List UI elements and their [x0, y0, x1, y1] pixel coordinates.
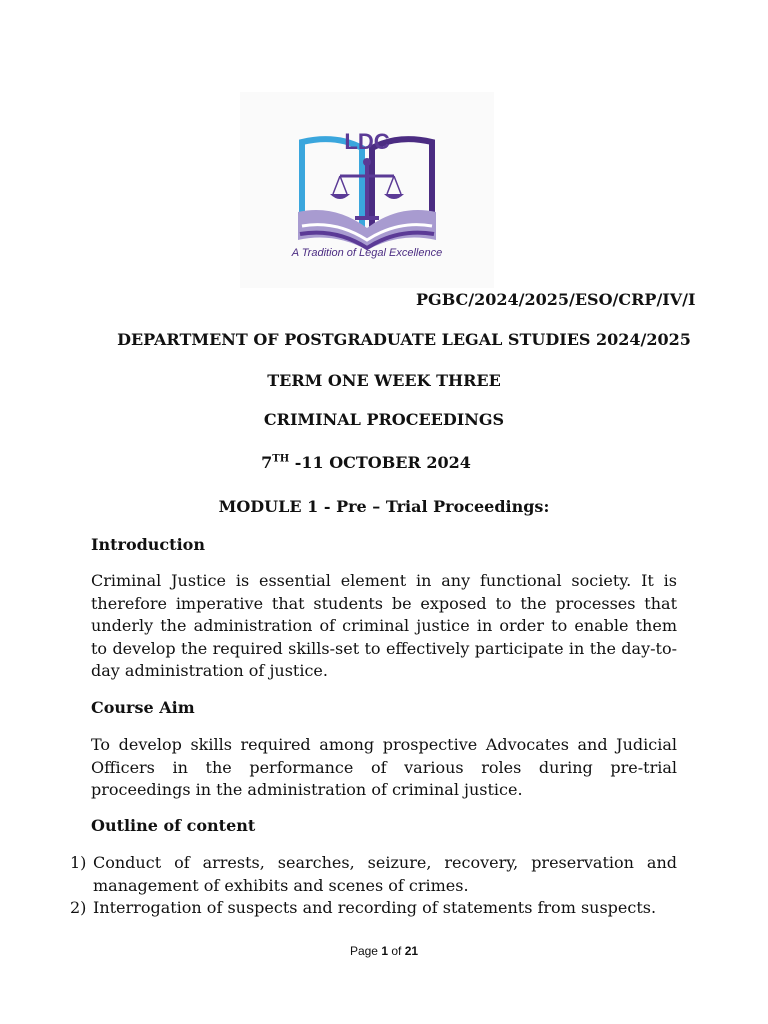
date-suffix: TH: [272, 453, 290, 465]
list-item-text: Conduct of arrests, searches, seizure, recovery, preservation and management of exhibits and scenes of crimes.: [93, 853, 677, 895]
list-item-text: Interrogation of suspects and recording of statements from suspects.: [93, 898, 657, 917]
term-title: TERM ONE WEEK THREE: [267, 371, 501, 390]
list-item: [70, 852, 677, 897]
date-day: 7: [261, 453, 273, 472]
page-of: of: [391, 944, 402, 958]
outline-heading: Outline of content: [91, 816, 256, 835]
logo-text: LDC: [344, 129, 390, 154]
document-reference: PGBC/2024/2025/ESO/CRP/IV/I: [416, 290, 696, 309]
list-item: [70, 897, 677, 920]
list-item-number: 2): [70, 898, 87, 917]
date-rest: -11 OCTOBER 2024: [289, 453, 471, 472]
module-title: MODULE 1 - Pre – Trial Proceedings:: [218, 497, 550, 516]
page-label: Page: [349, 944, 378, 958]
page-total: 21: [404, 944, 419, 958]
page-current: 1: [381, 944, 388, 958]
logo-tagline: A Tradition of Legal Excellence: [291, 247, 443, 259]
subject-title: CRIMINAL PROCEEDINGS: [263, 410, 505, 429]
ldc-logo: [240, 92, 494, 288]
introduction-heading: Introduction: [91, 535, 205, 554]
list-item-number: 1): [70, 853, 87, 872]
introduction-paragraph: Criminal Justice is essential element in any functional society. It is therefore imperative that students be exposed to the processes that underly the administration of criminal justice in order to enable them to develop the required skills-set to effectively participate in the day-to-day administration of justice.: [91, 571, 677, 680]
course-aim-heading: Course Aim: [91, 698, 195, 717]
department-title: DEPARTMENT OF POSTGRADUATE LEGAL STUDIES 2024/2025: [117, 330, 691, 349]
page-footer: [0, 944, 768, 958]
course-aim-paragraph: To develop skills required among prospective Advocates and Judicial Officers in the performance of various roles during pre-trial proceedings in the administration of criminal justice.: [91, 735, 677, 799]
ldc-logo-graphic: [240, 92, 494, 288]
date-range: [0, 453, 750, 472]
